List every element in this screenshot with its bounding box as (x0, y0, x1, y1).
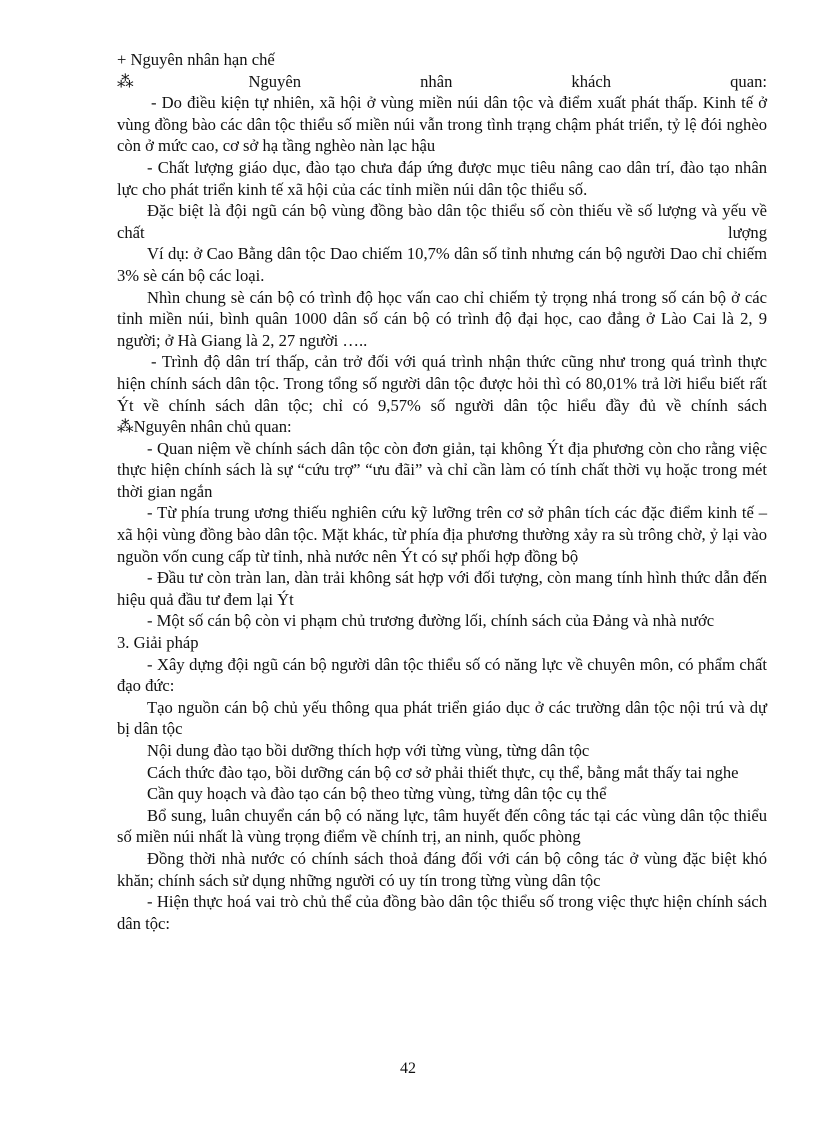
paragraph-cao-bang-example: Ví dụ: ở Cao Bằng dân tộc Dao chiếm 10,7% dân số tỉnh nhưng cán bộ người Dao chỉ chiếm 3% sè cán bộ các loại. (117, 244, 767, 285)
paragraph-cadre-policy: Đồng thời nhà nước có chính sách thoả đáng đối với cán bộ công tác ở vùng đặc biệt khó khăn; chính sách sử dụng những người có uy tín trong từng vùng dân tộc (117, 848, 767, 890)
paragraph-cadre-planning: Cần quy hoạch và đào tạo cán bộ theo từng vùng, từng dân tộc cụ thể (147, 784, 607, 804)
paragraph-cadre-violations: - Một số cán bộ còn vi phạm chủ trương đường lối, chính sách của Đảng và nhà nước (147, 611, 715, 631)
paragraph-cadre-education-level: Nhìn chung sè cán bộ có trình độ học vấn cao chỉ chiếm tỷ trọng nhá trong số cán bộ ở các tỉnh miền núi, bình quân 1000 dân số cán bộ có trình độ đại học, cao đẳng ở Lào Cai là 2, 9 người; ở Hà Giang là 2, 27 người ….. (117, 287, 767, 350)
page-body (117, 49, 767, 934)
paragraph-natural-conditions: - Do điều kiện tự nhiên, xã hội ở vùng miền núi dân tộc và điểm xuất phát thấp. Kinh tế ở vùng đồng bào các dân tộc thiểu số miền núi vẫn trong tình trạng chậm phát triển, tỷ lệ đói nghèo còn ở mức cao, cơ sở hạ tầng nghèo nàn lạc hậu (117, 93, 767, 156)
paragraph-training-method: Cách thức đào tạo, bồi dưỡng cán bộ cơ sở phải thiết thực, cụ thể, bằng mắt thấy tai nghe (147, 762, 739, 782)
paragraph-low-literacy: - Trình độ dân trí thấp, cản trở đối với quá trình nhận thức cũng như trong quá trình thực hiện chính sách dân tộc. Trong tổng số người dân tộc được hỏi thì có 80,01% trả lời hiểu biết rất Ýt về chính sách dân tộc; chỉ có 9,57% số người dân tộc hiểu đầy đủ về chính sách (117, 352, 767, 415)
paragraph-central-research: - Từ phía trung ương thiếu nghiên cứu kỹ lưỡng trên cơ sở phân tích các đặc điểm kinh tế – xã hội vùng đồng bào dân tộc. Mặt khác, từ phía địa phương thường xảy ra sù trông chờ, ỷ lại vào nguồn vốn cung cấp từ tỉnh, nhà nước nên Ýt có sự phối hợp đồng bộ (117, 503, 767, 566)
paragraph-scattered-investment: - Đầu tư còn tràn lan, dàn trải không sát hợp với đối tượng, còn mang tính hình thức dẫn đến hiệu quả đầu tư đem lại Ýt (117, 568, 767, 609)
paragraph-community-role: - Hiện thực hoá vai trò chủ thể của đồng bào dân tộc thiểu số trong việc thực hiện chính sách dân tộc: (117, 892, 767, 933)
subheading-objective-causes: ⁂Nguyên nhân khách quan: (117, 71, 767, 91)
paragraph-simple-perception: - Quan niệm về chính sách dân tộc còn đơn giản, tại không Ýt địa phương còn cho rằng việc thực hiện chính sách là sự “cứu trợ” “ưu đãi” và chỉ cần làm có tính chất thời vụ hoặc trong mét thời gian ngắn (117, 438, 767, 501)
section-heading-solutions: 3. Giải pháp (117, 633, 199, 653)
paragraph-cadre-rotation: Bổ sung, luân chuyển cán bộ có năng lực, tâm huyết đến công tác tại các vùng dân tộc thiểu số miền núi nhất là vùng trọng điểm về chính trị, an ninh, quốc phòng (117, 805, 767, 847)
paragraph-build-cadre-team: - Xây dựng đội ngũ cán bộ người dân tộc thiểu số có năng lực về chuyên môn, có phẩm chất đạo đức: (117, 654, 767, 696)
paragraph-cadre-shortage: Đặc biệt là đội ngũ cán bộ vùng đồng bào dân tộc thiểu số còn thiếu về số lượng và yếu về chất lượng (117, 201, 767, 242)
paragraph-cadre-source: Tạo nguồn cán bộ chủ yếu thông qua phát triển giáo dục ở các trường dân tộc nội trú và dự bị dân tộc (117, 697, 767, 739)
section-heading-limitations: + Nguyên nhân hạn chế (117, 50, 275, 69)
paragraph-education-quality: - Chất lượng giáo dục, đào tạo chưa đáp ứng được mục tiêu nâng cao dân trí, đào tạo nhân lực cho phát triển kinh tế xã hội của các tỉnh miền núi dân tộc thiểu số. (117, 157, 767, 199)
subheading-subjective-causes: ⁂Nguyên nhân chủ quan: (117, 417, 292, 437)
page-number: 42 (400, 1060, 416, 1077)
paragraph-training-content: Nội dung đào tạo bồi dưỡng thích hợp với từng vùng, từng dân tộc (147, 741, 590, 760)
